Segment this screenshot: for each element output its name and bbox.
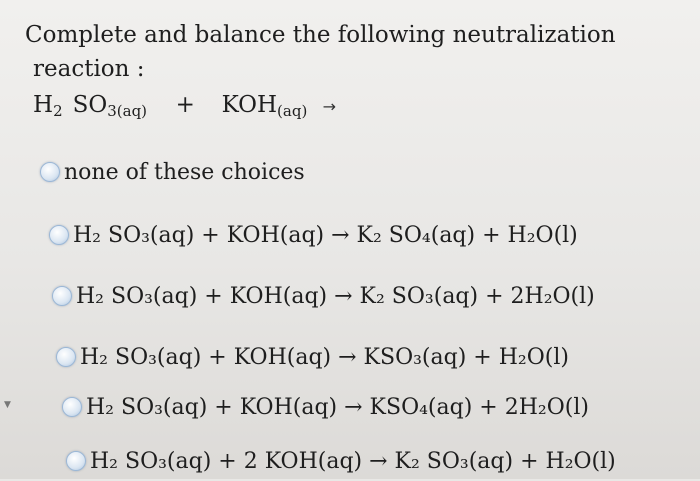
reactant1-so-sub: 3(aq) <box>107 102 148 120</box>
option-none[interactable] <box>40 152 305 192</box>
radio-icon[interactable] <box>49 225 69 245</box>
option-label: H₂ SO₃(aq) + KOH(aq) → K₂ SO₃(aq) + 2H₂O(l) <box>76 283 595 309</box>
option-label: H₂ SO₃(aq) + 2 KOH(aq) → K₂ SO₃(aq) + H₂O(l) <box>90 448 616 474</box>
reactant1-so: SO <box>72 92 108 118</box>
question-reaction <box>33 88 675 124</box>
radio-icon[interactable] <box>66 451 86 471</box>
option-label: H₂ SO₃(aq) + KOH(aq) → KSO₃(aq) + H₂O(l) <box>80 344 569 370</box>
option-4[interactable] <box>62 387 589 427</box>
question-line-1: Complete and balance the following neutralization <box>25 22 616 48</box>
option-label: H₂ SO₃(aq) + KOH(aq) → K₂ SO₄(aq) + H₂O(l) <box>73 222 578 248</box>
reactant1-h: H <box>33 92 54 118</box>
option-label: H₂ SO₃(aq) + KOH(aq) → KSO₄(aq) + 2H₂O(l) <box>86 394 589 420</box>
reactant2-sub: (aq) <box>277 102 308 120</box>
radio-icon[interactable] <box>40 162 60 182</box>
option-3[interactable] <box>56 337 569 377</box>
scroll-caret-icon: ▼ <box>4 400 11 410</box>
radio-icon[interactable] <box>56 347 76 367</box>
question-line-2: reaction : <box>33 56 145 82</box>
option-1[interactable] <box>49 215 578 255</box>
reaction-arrow: → <box>322 97 337 116</box>
reactant1-h-sub: 2 <box>53 102 63 120</box>
radio-icon[interactable] <box>62 397 82 417</box>
reactant2-koh: KOH <box>221 92 278 118</box>
option-2[interactable] <box>52 276 595 316</box>
option-5[interactable] <box>66 441 616 481</box>
plus-sign: + <box>175 92 195 118</box>
option-label: none of these choices <box>64 159 305 185</box>
question-text <box>25 18 675 124</box>
radio-icon[interactable] <box>52 286 72 306</box>
